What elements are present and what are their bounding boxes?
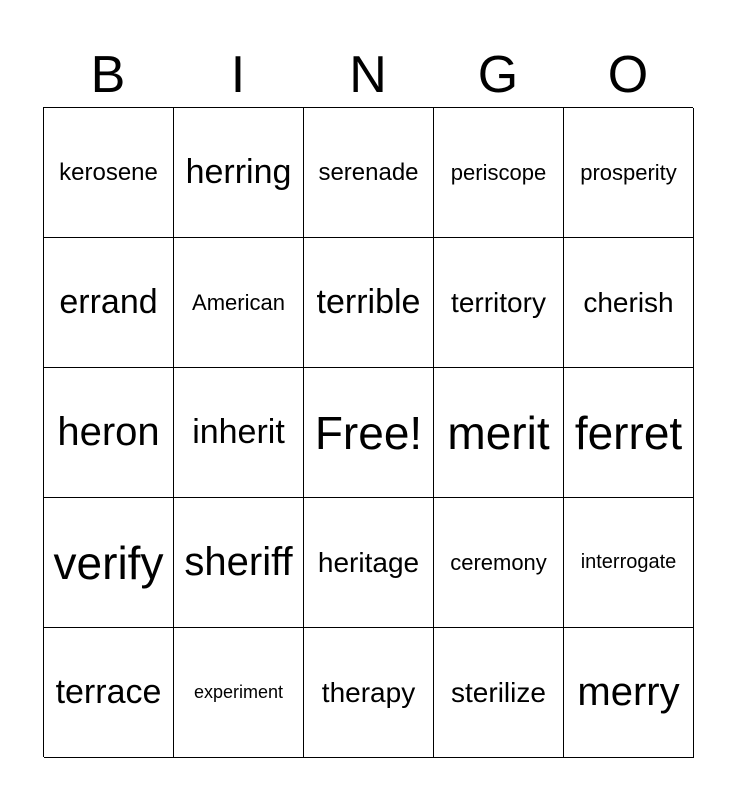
bingo-cell: interrogate <box>564 498 694 628</box>
bingo-cell: heritage <box>304 498 434 628</box>
bingo-cell: ferret <box>564 368 694 498</box>
bingo-cell: terrible <box>304 238 434 368</box>
header-letter-n: N <box>349 46 387 104</box>
bingo-cell: merit <box>434 368 564 498</box>
bingo-cell: territory <box>434 238 564 368</box>
bingo-cell: ceremony <box>434 498 564 628</box>
bingo-cell: cherish <box>564 238 694 368</box>
bingo-cell: American <box>174 238 304 368</box>
bingo-cell: periscope <box>434 108 564 238</box>
bingo-header <box>43 44 693 106</box>
bingo-cell: kerosene <box>44 108 174 238</box>
bingo-cell: therapy <box>304 628 434 758</box>
header-letter-g: G <box>477 46 519 104</box>
bingo-cell: experiment <box>174 628 304 758</box>
bingo-cell: sheriff <box>174 498 304 628</box>
header-letter-b: B <box>90 46 126 104</box>
bingo-cell: inherit <box>174 368 304 498</box>
bingo-board <box>43 107 693 757</box>
bingo-cell: terrace <box>44 628 174 758</box>
bingo-cell: errand <box>44 238 174 368</box>
bingo-cell: prosperity <box>564 108 694 238</box>
free-space-cell: Free! <box>304 368 434 498</box>
bingo-cell: verify <box>44 498 174 628</box>
header-letter-o: O <box>607 46 649 104</box>
bingo-cell: serenade <box>304 108 434 238</box>
bingo-cell: heron <box>44 368 174 498</box>
bingo-cell: herring <box>174 108 304 238</box>
bingo-cell: merry <box>564 628 694 758</box>
bingo-cell: sterilize <box>434 628 564 758</box>
header-letter-i: I <box>230 46 246 104</box>
